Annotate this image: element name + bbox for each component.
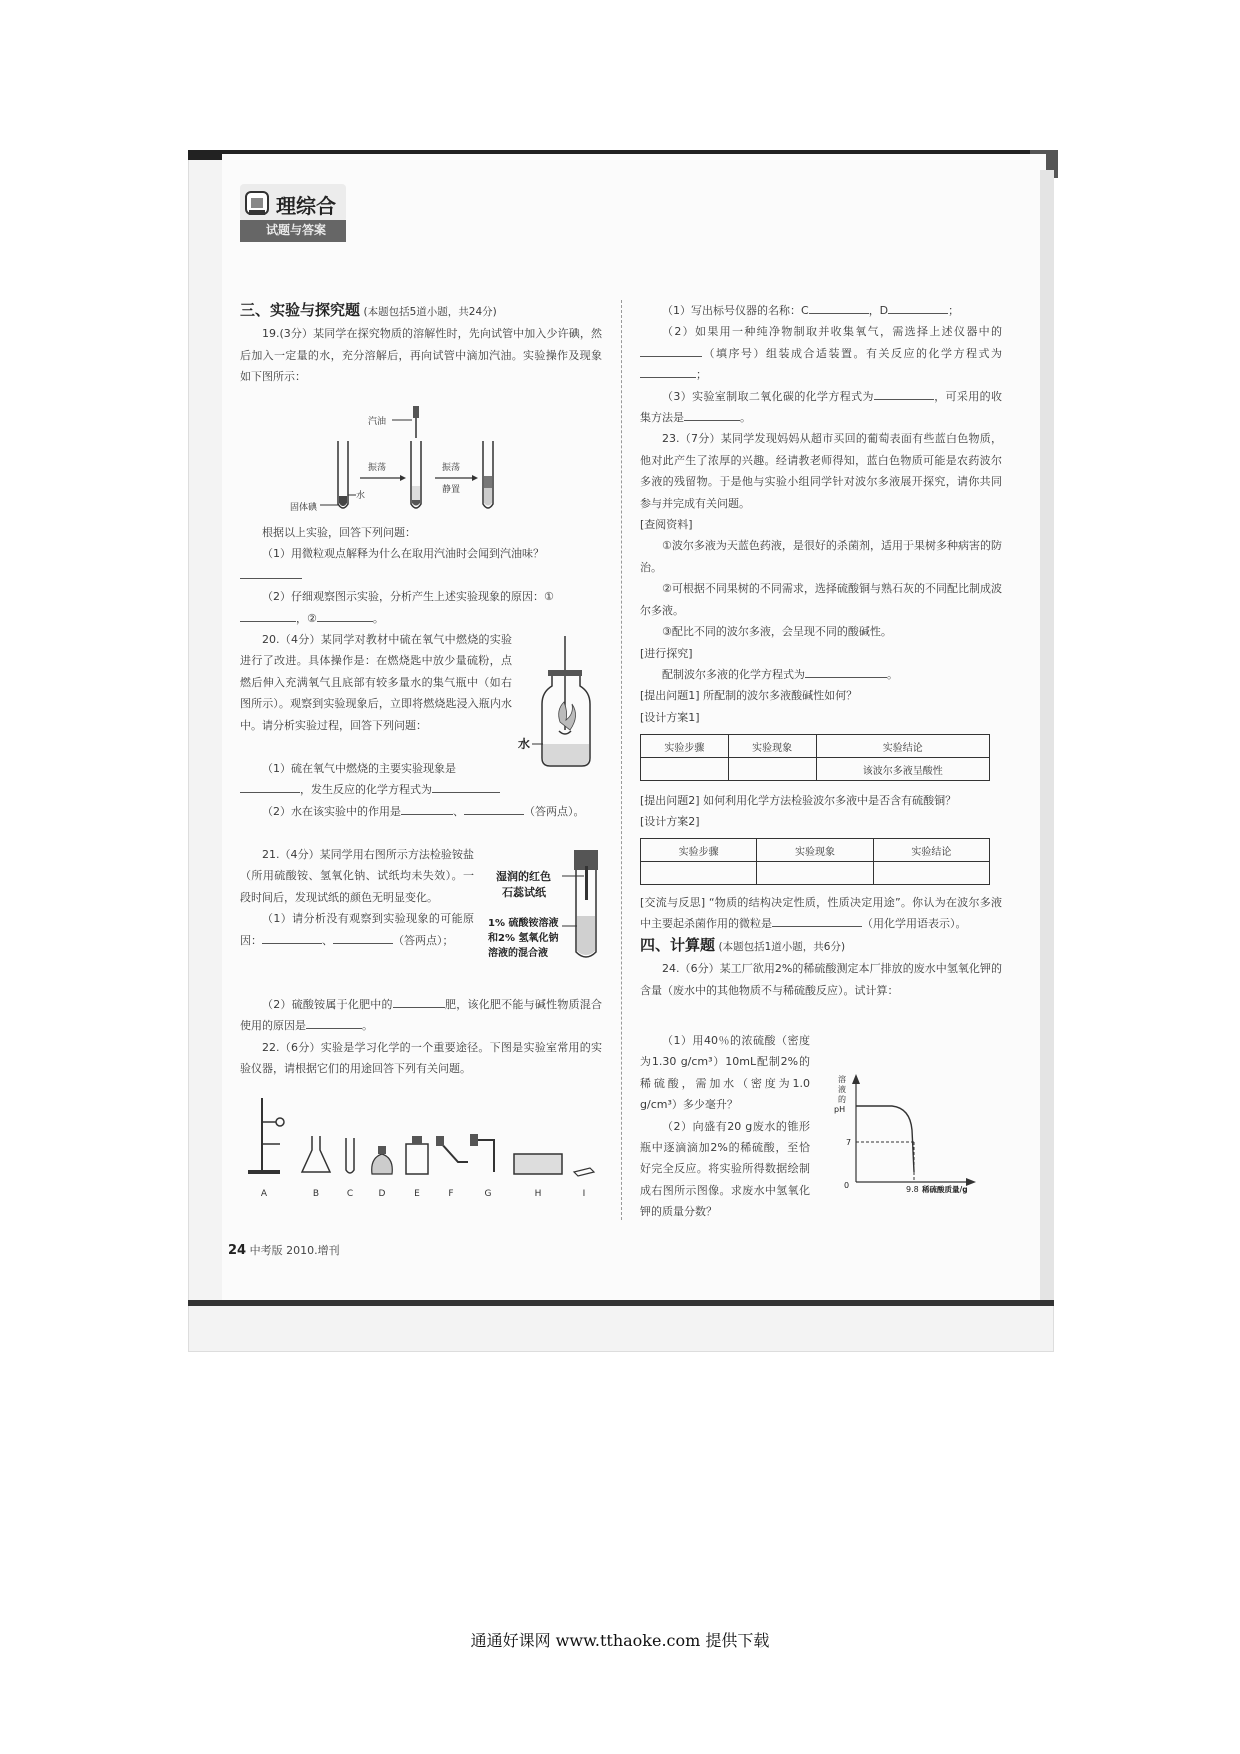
- q22-blank-5[interactable]: [684, 408, 740, 421]
- q23-q2-title: [提出问题2] 如何利用化学方法检验波尔多液中是否含有硫酸铜？: [640, 794, 957, 807]
- q20-gas-jar-figure: [518, 634, 608, 772]
- flask-book-icon: [244, 188, 272, 218]
- q23-reflect: [交流与反思] “物质的结构决定性质，性质决定用途”。你认为在波尔多液中主要起杀菌作用的微粒是: [640, 896, 1002, 931]
- q21-ammonium-test-figure: [488, 846, 612, 964]
- apparatus-a-iron-stand: [248, 1098, 284, 1174]
- plan2-header-phenomenon: 实验现象: [757, 839, 873, 862]
- graph-ylabel-1: 溶: [838, 1075, 846, 1084]
- left-column-q19-questions: 根据以上实验，回答下列问题： （1）用微粒观点解释为什么在取用汽油时会闻到汽油味？ （2）仔细观察图示实验，分析产生上述实验现象的原因：① ，② 。: [240, 522, 602, 629]
- right-column-q23-part2: [640, 790, 1002, 833]
- q22-sub1: （1）写出标号仪器的名称：C: [662, 304, 809, 317]
- q23-explore-title: [进行探究]: [640, 646, 693, 660]
- q19-blank-1[interactable]: [240, 566, 302, 579]
- q20-sub2: （2）水在该实验中的作用是: [262, 804, 401, 818]
- q20-blank-1[interactable]: [240, 780, 300, 793]
- q21-blank-2[interactable]: [333, 931, 393, 944]
- header-title: 理综合: [276, 194, 336, 218]
- q20-blank-2[interactable]: [432, 780, 500, 793]
- q21-text: 21.（4分）某同学用右图所示方法检验铵盐（所用硫酸铵、氢氧化钠、试纸均未失效）。一段时间后，发现试纸的颜色无明显变化。: [240, 848, 474, 904]
- dropper: [413, 406, 419, 438]
- q23-ref3: ③配比不同的波尔多液，会呈现不同的酸碱性。: [662, 625, 892, 639]
- q23-ref-title: [查阅资料]: [640, 518, 693, 532]
- graph-y7: 7: [846, 1138, 852, 1147]
- label-gasoline: 汽油: [368, 417, 387, 427]
- q22-blank-d[interactable]: [888, 301, 948, 314]
- q21-sub2-block: （2）硫酸铵属于化肥中的 肥，该化肥不能与碱性物质混合使用的原因是 。 22.（6分）实验是学习化学的一个重要途径。下图是实验室常用的实验仪器，请根据它们的用途回答下列有关问题。: [240, 994, 602, 1080]
- label-solution-3: 溶液的混合液: [488, 948, 548, 959]
- plan2-header-conclusion: 实验结论: [873, 839, 989, 862]
- mixed-solution: [577, 916, 595, 955]
- apparatus-g-delivery-tube: [470, 1134, 494, 1172]
- test-tube-2: [411, 441, 421, 508]
- q21-block: 21.（4分）某同学用右图所示方法检验铵盐（所用硫酸铵、氢氧化钠、试纸均未失效）。一段时间后，发现试纸的颜色无明显变化。 （1）请分析没有观察到实验现象的可能原因： 、 （答两点）；: [240, 844, 474, 951]
- plan2-conclusion-cell[interactable]: [873, 862, 989, 885]
- label-water: 水: [356, 491, 366, 501]
- q21-sub1: （1）请分析没有观察到实验现象的可能原因：: [240, 912, 474, 947]
- q19-sub1: （1）用微粒观点解释为什么在取用汽油时会闻到汽油味？: [262, 547, 544, 561]
- section3-note: (本题包括5道小题，共24分): [363, 306, 497, 318]
- apparatus-h-trough: [514, 1154, 562, 1174]
- svg-text:F: F: [448, 1189, 454, 1199]
- svg-text:I: I: [582, 1189, 586, 1199]
- plan2-phenomenon-cell[interactable]: [757, 862, 873, 885]
- q23-explore: 配制波尔多液的化学方程式为: [662, 667, 805, 681]
- graph-xlabel: 稀硫酸质量/g: [922, 1185, 968, 1194]
- q22-blank-3[interactable]: [640, 365, 696, 378]
- svg-text:G: G: [484, 1189, 492, 1199]
- q20-sub1: （1）硫在氧气中燃烧的主要实验现象是: [262, 762, 456, 775]
- label-solid-iodine: 固体碘: [290, 503, 318, 513]
- q24-text: 24.（6分）某工厂欲用2%的稀硫酸测定本厂排放的废水中氢氧化钾的含量（废水中的其他物质不与稀硫酸反应）。试计算：: [640, 962, 1002, 997]
- q19-blank-2[interactable]: [240, 609, 296, 622]
- section4-note: (本题包括1道小题，共6分): [718, 940, 846, 953]
- plan2-step-cell[interactable]: [641, 862, 757, 885]
- litmus-paper: [585, 866, 588, 900]
- q22-blank-c[interactable]: [809, 301, 869, 314]
- svg-text:B: B: [312, 1189, 320, 1199]
- section3-heading: 三、实验与探究题: [240, 301, 361, 319]
- q24-ph-graph: [830, 1070, 980, 1194]
- scan-bottom-edge: [188, 1300, 1054, 1306]
- q21-blank-1[interactable]: [262, 931, 322, 944]
- q22-apparatus-figure: [244, 1092, 604, 1204]
- plan1-table: [640, 734, 990, 781]
- q23-text: 23.（7分）某同学发现妈妈从超市买回的葡萄表面有些蓝白色物质，他对此产生了浓厚的兴趣。经请教老师得知，蓝白色物质可能是农药波尔多液的残留物。于是他与实验小组同学针对波尔多液展开探究，请你共同参与并完成有关问题。: [640, 432, 1002, 510]
- plan1-phenomenon-cell[interactable]: [728, 758, 816, 781]
- q19-text: 19.(3分）某同学在探究物质的溶解性时，先向试管中加入少许碘，然后加入一定量的水，充分溶解后，再向试管中滴加汽油。实验操作及现象如下图所示：: [240, 327, 602, 384]
- q22-text: 22.（6分）实验是学习化学的一个重要途径。下图是实验室常用的实验仪器，请根据它们的用途回答下列有关问题。: [240, 1040, 602, 1076]
- q23-ref2: ②可根据不同果树的不同需求，选择硫酸铜与熟石灰的不同配比制成波尔多液。: [640, 582, 1002, 617]
- q19-sub2: （2）仔细观察图示实验，分析产生上述实验现象的原因：①: [262, 590, 554, 604]
- edition-label: 中考版 2010.增刊: [249, 1244, 340, 1257]
- q21-blank-3[interactable]: [393, 995, 445, 1008]
- graph-ylabel-2: 液: [838, 1085, 846, 1094]
- flame: [559, 702, 576, 730]
- q20-text: 20.（4分）某同学对教材中硫在氧气中燃烧的实验进行了改进。具体操作是：在燃烧匙中放少量硫粉，点燃后伸入充满氧气且底部有较多量水的集气瓶中（如右图所示）。观察到实验现象后，立即将燃烧匙浸入瓶内水中。请分析实验过程，回答下列问题：: [240, 633, 512, 732]
- label-solution-1: 1% 硫酸铵溶液: [488, 918, 559, 929]
- svg-text:C: C: [346, 1189, 354, 1199]
- label-shake-1: 振荡: [368, 463, 387, 473]
- plan2-header-row: [641, 839, 990, 862]
- page-footer: [228, 1242, 340, 1258]
- apparatus-b-conical-flask: [302, 1136, 330, 1172]
- graph-x98: 9.8: [906, 1185, 919, 1194]
- apparatus-i-glass-plate: [574, 1168, 594, 1176]
- q19-blank-3[interactable]: [317, 609, 373, 622]
- label-litmus-1: 湿润的红色: [496, 870, 551, 883]
- q23-q1-title: [提出问题1] 所配制的波尔多液酸碱性如何？: [640, 689, 858, 703]
- plan1-header-step: 实验步骤: [641, 735, 729, 758]
- q22-blank-2[interactable]: [640, 344, 702, 357]
- q21-blank-4[interactable]: [306, 1016, 362, 1029]
- q22-sub3: （3）实验室制取二氧化碳的化学方程式为: [662, 389, 874, 403]
- right-column: （1）写出标号仪器的名称：C ，D ； （2）如果用一种纯净物制取并收集氧气，需选择上述仪器中的（填序号）组装成合适装置。有关反应的化学方程式为； （3）实验室制取二氧化碳的化学方程式为 ，可采用的收集方法是 。 23.（7分）某同学发现妈妈从超市买回的葡萄表面有些蓝白色物质，他对此产生了浓厚的兴趣。经请教老师得知，蓝白色物质可能是农药波尔多液的残留物。于是他与实验小组同学针对波尔多液展开探究，请你共同参与并完成有关问题。 [查阅资料] ①波尔多液为天蓝色药液，是很好的杀菌剂，适用于果树多种病害的防治。 ②可根据不同果树的不同需求，选择硫酸铜与熟石灰的不同配比制成波尔多液。 ③配比不同的波尔多液，会呈现不同的酸碱性。 [进行探究] 配制波尔多液的化学方程式为 。 [提出问题1] 所配制的波尔多液酸碱性如何？ [设计方案1]: [640, 300, 1002, 728]
- plan1-header-phenomenon: 实验现象: [728, 735, 816, 758]
- scan-right-strip: [1040, 170, 1054, 1300]
- header-subtitle: 试题与答案: [266, 223, 327, 237]
- q22-sub2: （2）如果用一种纯净物制取并收集氧气，需选择上述仪器中的: [662, 325, 1002, 339]
- label-shake-2: 振荡: [442, 463, 461, 473]
- q20-blank-3[interactable]: [401, 802, 453, 815]
- q23-blank-2[interactable]: [772, 914, 862, 927]
- label-settle: 静置: [442, 485, 461, 495]
- plan2-data-row: [641, 862, 990, 885]
- page-number: 24: [228, 1243, 247, 1258]
- right-column-q23-reflect: [交流与反思] “物质的结构决定性质，性质决定用途”。你认为在波尔多液中主要起杀菌作用的微粒是 （用化学用语表示）。 四、计算题 (本题包括1道小题，共6分) 24.（6分）某工厂欲用2%的稀硫酸测定本厂排放的废水中氢氧化钾的含量（废水中的其他物质不与稀硫酸反应）。试计算：: [640, 892, 1002, 1001]
- plan2-header-step: 实验步骤: [641, 839, 757, 862]
- graph-ph-curve: [856, 1106, 914, 1172]
- q20-questions: （1）硫在氧气中燃烧的主要实验现象是 ，发生反应的化学方程式为 （2）水在该实验中的作用是 、 （答两点）。: [240, 758, 602, 822]
- apparatus-e-bottle: [406, 1136, 428, 1174]
- plan2-table: [640, 838, 990, 885]
- test-tube-1: [338, 441, 348, 508]
- svg-text:A: A: [260, 1189, 268, 1199]
- q19-test-tubes-figure: [290, 406, 530, 516]
- svg-text:H: H: [534, 1189, 542, 1199]
- jar-lid: [548, 670, 582, 676]
- q22-blank-4[interactable]: [874, 387, 934, 400]
- right-column-q24-subs: [640, 1030, 810, 1223]
- label-solution-2: 和2% 氢氧化钠: [488, 933, 559, 944]
- combustion-spoon: [559, 731, 571, 734]
- label-litmus-2: 石蕊试纸: [502, 886, 546, 899]
- q24-sub1: （1）用40％的浓硫酸（密度为1.30 g/cm³）10mL配制2%的稀硫酸，需加水（密度为1.0 g/cm³）多少毫升？: [640, 1034, 810, 1112]
- plan1-header-row: [641, 735, 990, 758]
- column-divider: [621, 300, 622, 1220]
- plan1-header-conclusion: 实验结论: [816, 735, 989, 758]
- q23-plan2-title: [设计方案2]: [640, 815, 700, 829]
- q23-blank-1[interactable]: [805, 665, 887, 678]
- svg-text:D: D: [378, 1189, 386, 1199]
- q19-intro: 根据以上实验，回答下列问题：: [262, 526, 416, 539]
- q20-block: [240, 629, 512, 736]
- section4-heading: 四、计算题: [640, 935, 716, 954]
- apparatus-c-test-tube: [346, 1138, 354, 1173]
- section-header-logo: [240, 184, 346, 242]
- apparatus-d-alcohol-lamp: [372, 1146, 393, 1174]
- q23-plan1-title: [设计方案1]: [640, 710, 700, 724]
- apparatus-f-tube: [436, 1136, 468, 1162]
- svg-text:E: E: [414, 1189, 420, 1199]
- q21-sub2: （2）硫酸铵属于化肥中的: [262, 998, 393, 1011]
- plan1-data-row: [641, 758, 990, 781]
- graph-ylabel-3: 的: [838, 1095, 846, 1104]
- graph-ylabel-4: pH: [834, 1105, 846, 1114]
- q24-sub2: （2）向盛有20 g废水的锥形瓶中逐滴滴加2%的稀硫酸，至恰好完全反应。将实验所得数据绘制成右图所示图像。求废水中氢氧化钾的质量分数？: [640, 1119, 810, 1219]
- left-column: [240, 300, 602, 388]
- download-credit: 通通好课网 www.tthaoke.com 提供下载: [470, 1631, 770, 1650]
- q23-ref1: ①波尔多液为天蓝色药液，是很好的杀菌剂，适用于果树多种病害的防治。: [640, 539, 1002, 574]
- plan1-step-cell[interactable]: [641, 758, 729, 781]
- graph-origin: 0: [844, 1181, 850, 1190]
- q20-blank-4[interactable]: [464, 802, 524, 815]
- test-tube-3: [483, 441, 493, 508]
- plan1-conclusion-cell: 该波尔多液呈酸性: [816, 758, 989, 781]
- label-water-q20: 水: [518, 737, 531, 751]
